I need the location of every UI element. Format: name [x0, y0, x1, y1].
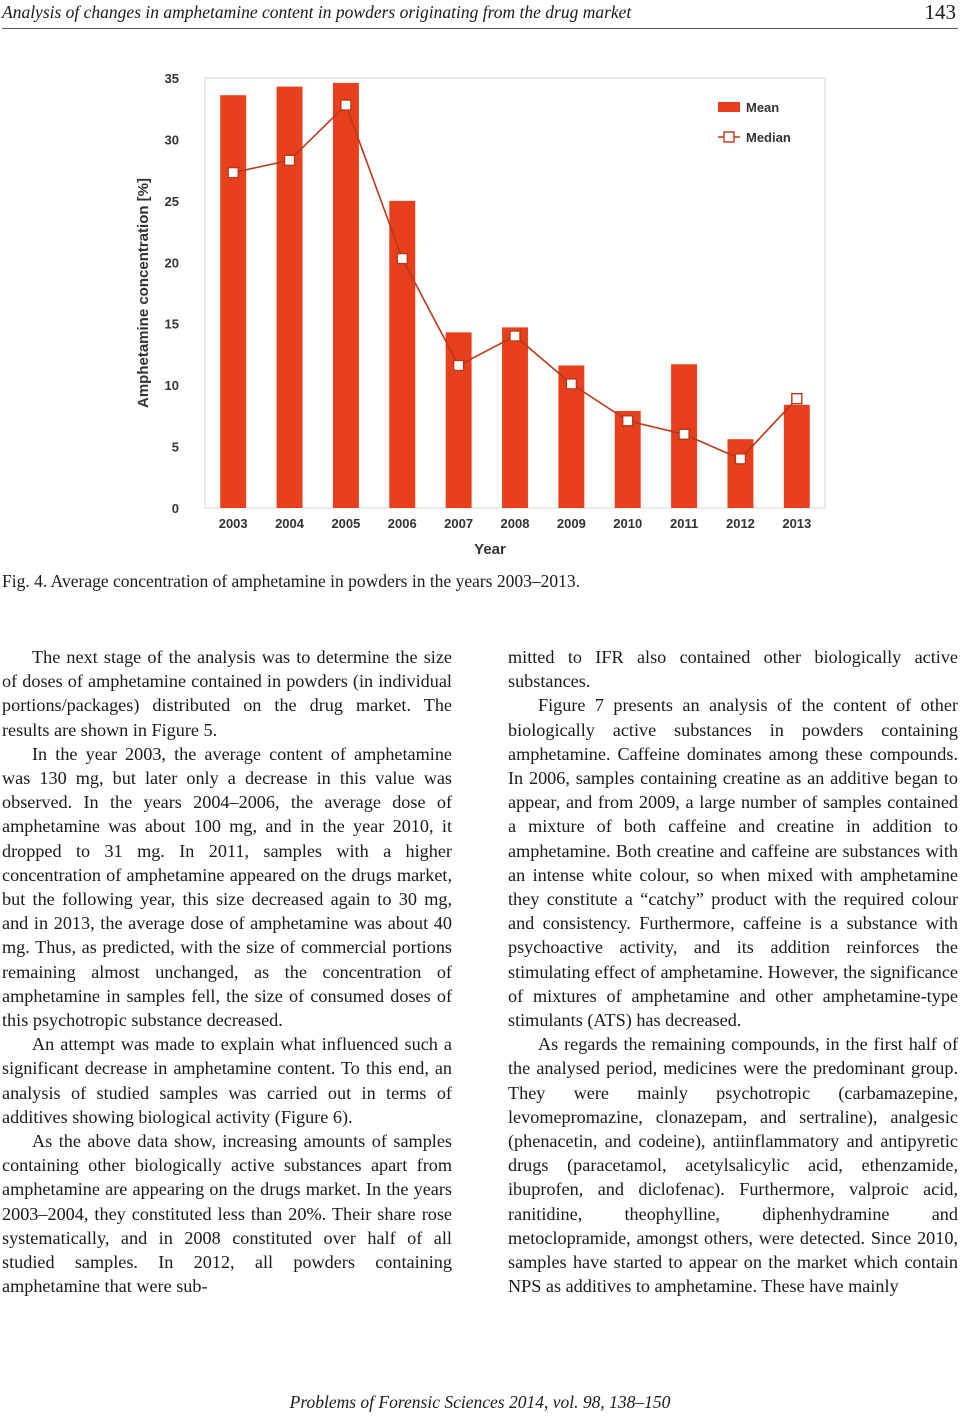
bar	[784, 405, 810, 508]
x-tick-label: 2004	[275, 516, 305, 531]
paragraph: Figure 7 presents an analysis of the content of other biologically active substances in powders containing amphetamine. Caffeine dominates among these compounds. In 2006, samples containing creatine as an additive began to appear, and from 2009, a large number of samples contained a mixture of both caffeine and creatine in addition to amphetamine. Both creatine and caffeine are substances with an intense white colour, so when mixed with amphetamine they constitute a “catchy” product with the required colour and consistency. Furthermore, caffeine is a substance with psychoactive activity, and its addition reinforces the stimulating effect of amphetamine. However, the significance of mixtures of amphetamine and other amphetamine-type stimulants (ATS) has decreased.	[508, 695, 958, 1031]
y-tick-label: 15	[164, 316, 179, 332]
legend-swatch-mean	[718, 102, 740, 112]
figure-caption: Fig. 4. Average concentration of amphetamine in powders in the years 2003–2013.	[2, 571, 580, 591]
paragraph: An attempt was made to explain what influenced such a significant decrease in amphetamine content. To this end, an analysis of studied samples was carried out in terms of additives showing biological activity (Figure 6).	[2, 1034, 452, 1127]
figure-4-chart	[120, 60, 840, 560]
paragraph: In the year 2003, the average content of amphetamine was 130 mg, but later only a decrease in this value was observed. In the years 2004–2006, the average dose of amphetamine was about 100 mg, and in the year 2010, it dropped to 31 mg. In 2011, samples with a higher concentration of amphetamine appeared on the drugs market, but the following year, this size decreased again to 30 mg, and in 2013, the average dose of amphetamine was about 40 mg. Thus, as predicted, with the size of commercial portions remaining almost unchanged, as the concentration of amphetamine in samples fell, the size of consumed doses of this psychotropic substance decreased.	[2, 743, 452, 1031]
y-tick-label: 5	[171, 439, 179, 455]
x-tick-label: 2011	[669, 516, 699, 531]
median-marker	[679, 429, 689, 439]
x-tick-label: 2006	[387, 516, 417, 531]
median-marker	[397, 254, 407, 264]
y-axis-label: Amphetamine concentration [%]	[135, 177, 152, 409]
median-marker	[510, 331, 520, 341]
bar	[446, 332, 472, 508]
x-tick-label: 2009	[556, 516, 586, 531]
x-tick-label: 2003	[218, 516, 248, 531]
bar	[389, 201, 415, 508]
x-tick-label: 2010	[613, 516, 643, 531]
median-marker	[792, 394, 802, 404]
legend-label-mean: Mean	[746, 100, 780, 115]
x-tick-label: 2013	[782, 516, 812, 531]
bar	[502, 327, 528, 508]
journal-footer: Problems of Forensic Sciences 2014, vol. 98, 138–150	[289, 1392, 671, 1412]
y-tick-label: 10	[164, 378, 179, 394]
bar	[220, 95, 246, 508]
bar	[277, 87, 303, 508]
bar	[333, 83, 359, 508]
x-tick-label: 2007	[444, 516, 474, 531]
x-tick-label: 2005	[331, 516, 361, 531]
y-tick-label: 25	[164, 193, 179, 209]
page-number: 143	[924, 0, 956, 24]
bar-line-chart	[120, 60, 840, 560]
paragraph: The next stage of the analysis was to determine the size of doses of amphetamine contained in powders (in individual portions/packages) distributed on the drug market. The results are shown in Figure 5.	[2, 647, 452, 740]
median-marker	[566, 379, 576, 389]
median-marker	[285, 155, 295, 165]
y-tick-label: 0	[171, 501, 179, 516]
median-marker	[735, 454, 745, 464]
paragraph: As the above data show, increasing amounts of samples containing other biologically active substances apart from amphetamine are appearing on the drugs market. In the years 2003–2004, they constituted less than 20%. Their share rose systematically, and in 2008 constituted over half of all studied samples. In 2012, all powders containing amphetamine that were sub-	[2, 1131, 452, 1297]
legend-marker-median	[724, 132, 734, 142]
median-marker	[341, 100, 351, 110]
left-column	[2, 645, 452, 1298]
y-tick-label: 35	[164, 71, 179, 86]
median-marker	[623, 416, 633, 426]
x-axis-label: Year	[474, 541, 506, 558]
legend-label-median: Median	[746, 130, 791, 145]
right-column	[508, 645, 958, 1298]
x-tick-label: 2012	[725, 516, 755, 531]
median-marker	[228, 168, 238, 178]
x-tick-label: 2008	[500, 516, 530, 531]
paragraph-continued: mitted to IFR also contained other biologically active substances.	[508, 647, 958, 692]
running-header	[2, 0, 958, 29]
running-title: Analysis of changes in amphetamine content in powders originating from the drug market	[2, 2, 632, 22]
y-tick-label: 30	[164, 132, 179, 148]
y-tick-label: 20	[164, 255, 179, 271]
median-marker	[454, 360, 464, 370]
paragraph: As regards the remaining compounds, in the first half of the analysed period, medicines were the predominant group. They were mainly psychotropic (carbamazepine, levomepromazine, clonazepam, and sertraline), analgesic (phenacetin, and codeine), antiinflammatory and antipyretic drugs (paracetamol, acetylsalicylic acid, ethenzamide, ibuprofen, and diclofenac). Furthermore, valproic acid, ranitidine, theophylline, diphenhydramine and metoclopramide, amongst others, were detected. Since 2010, samples have started to appear on the market which contain NPS as additives to amphetamine. These have mainly	[508, 1034, 958, 1297]
